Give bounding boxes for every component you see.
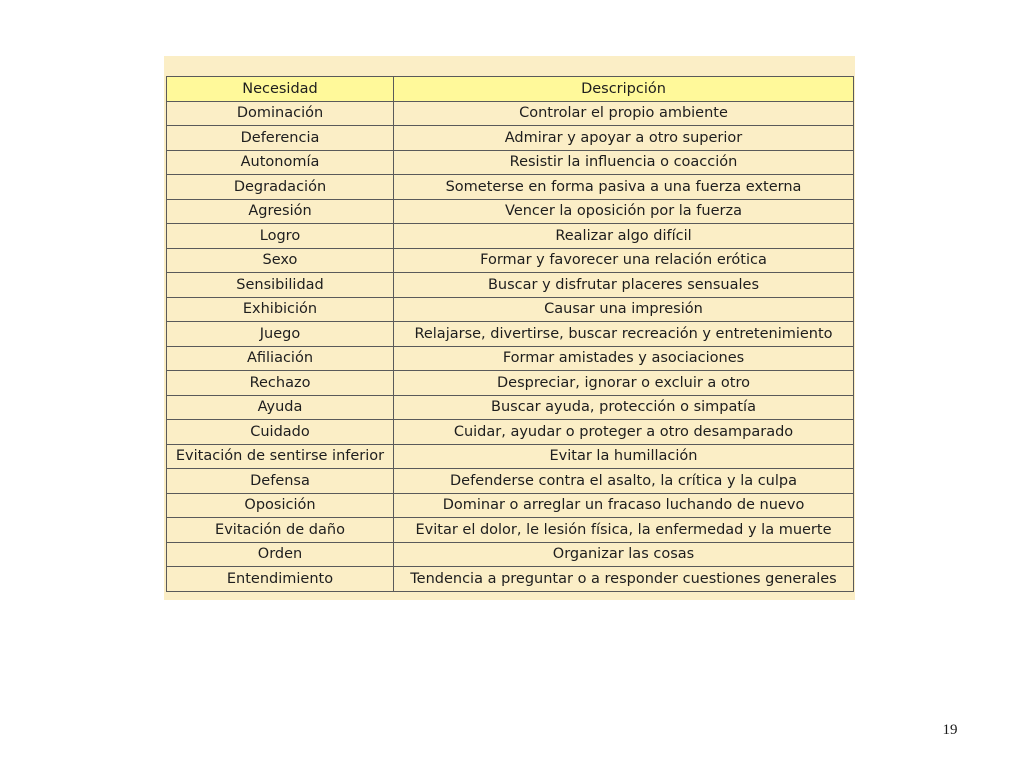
need-cell: Evitación de daño (167, 518, 394, 543)
description-cell: Defenderse contra el asalto, la crítica y la culpa (394, 469, 854, 494)
description-cell: Vencer la oposición por la fuerza (394, 199, 854, 224)
description-cell: Buscar ayuda, protección o simpatía (394, 395, 854, 420)
description-cell: Organizar las cosas (394, 542, 854, 567)
description-cell: Controlar el propio ambiente (394, 101, 854, 126)
header-need: Necesidad (167, 77, 394, 102)
table-row (167, 444, 854, 469)
description-cell: Tendencia a preguntar o a responder cuestiones generales (394, 567, 854, 592)
table-row (167, 322, 854, 347)
description-cell: Relajarse, divertirse, buscar recreación y entretenimiento (394, 322, 854, 347)
need-cell: Entendimiento (167, 567, 394, 592)
description-cell: Formar amistades y asociaciones (394, 346, 854, 371)
needs-table (166, 76, 854, 592)
need-cell: Autonomía (167, 150, 394, 175)
table-row (167, 371, 854, 396)
table-row (167, 395, 854, 420)
table-row (167, 101, 854, 126)
description-cell: Evitar el dolor, le lesión física, la enfermedad y la muerte (394, 518, 854, 543)
table-row (167, 518, 854, 543)
need-cell: Sensibilidad (167, 273, 394, 298)
need-cell: Defensa (167, 469, 394, 494)
table-row (167, 126, 854, 151)
page-number: 19 (942, 722, 958, 738)
need-cell: Sexo (167, 248, 394, 273)
table-row (167, 199, 854, 224)
need-cell: Cuidado (167, 420, 394, 445)
need-cell: Oposición (167, 493, 394, 518)
need-cell: Agresión (167, 199, 394, 224)
header-description: Descripción (394, 77, 854, 102)
need-cell: Evitación de sentirse inferior (167, 444, 394, 469)
need-cell: Logro (167, 224, 394, 249)
table-row (167, 150, 854, 175)
description-cell: Resistir la influencia o coacción (394, 150, 854, 175)
table-row (167, 273, 854, 298)
need-cell: Exhibición (167, 297, 394, 322)
table-row (167, 224, 854, 249)
description-cell: Causar una impresión (394, 297, 854, 322)
need-cell: Deferencia (167, 126, 394, 151)
description-cell: Buscar y disfrutar placeres sensuales (394, 273, 854, 298)
description-cell: Someterse en forma pasiva a una fuerza externa (394, 175, 854, 200)
table-image-frame (164, 56, 855, 600)
need-cell: Juego (167, 322, 394, 347)
table-row (167, 175, 854, 200)
table-body (167, 101, 854, 591)
description-cell: Evitar la humillación (394, 444, 854, 469)
description-cell: Admirar y apoyar a otro superior (394, 126, 854, 151)
need-cell: Dominación (167, 101, 394, 126)
description-cell: Despreciar, ignorar o excluir a otro (394, 371, 854, 396)
table-row (167, 420, 854, 445)
table-row (167, 542, 854, 567)
need-cell: Afiliación (167, 346, 394, 371)
description-cell: Dominar o arreglar un fracaso luchando de nuevo (394, 493, 854, 518)
need-cell: Degradación (167, 175, 394, 200)
table-row (167, 346, 854, 371)
table-row (167, 248, 854, 273)
description-cell: Cuidar, ayudar o proteger a otro desamparado (394, 420, 854, 445)
need-cell: Rechazo (167, 371, 394, 396)
description-cell: Formar y favorecer una relación erótica (394, 248, 854, 273)
need-cell: Ayuda (167, 395, 394, 420)
table-row (167, 469, 854, 494)
need-cell: Orden (167, 542, 394, 567)
table-row (167, 297, 854, 322)
description-cell: Realizar algo difícil (394, 224, 854, 249)
table-header-row (167, 77, 854, 102)
table-row (167, 493, 854, 518)
table-row (167, 567, 854, 592)
